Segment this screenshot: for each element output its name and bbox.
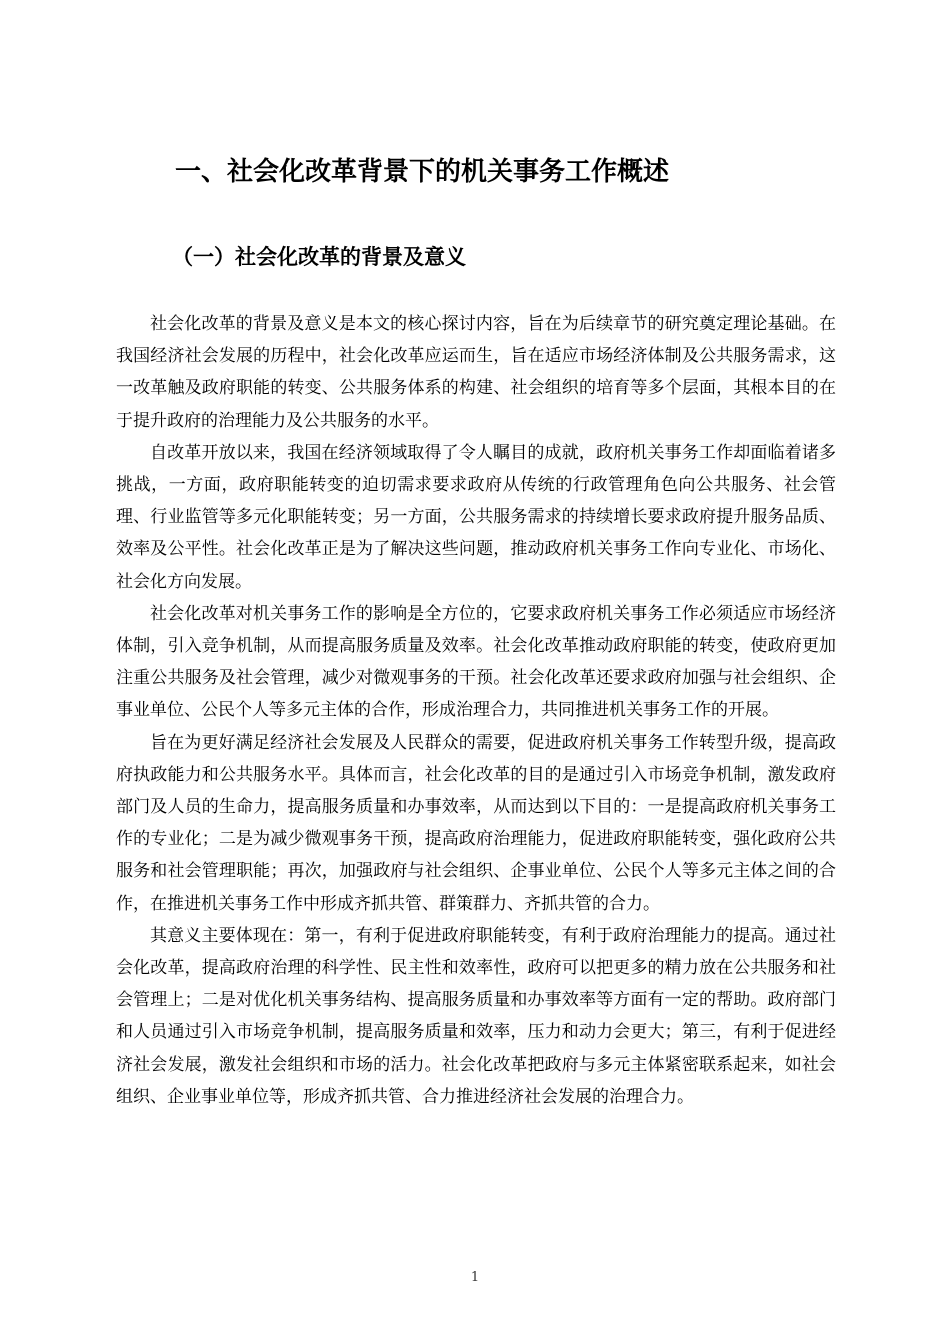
paragraph: 旨在为更好满足经济社会发展及人民群众的需要，促进政府机关事务工作转型升级，提高政府执政能力和公共服务水平。具体而言，社会化改革的目的是通过引入市场竞争机制，激发政府部门及人员的生命力，提高服务质量和办事效率，从而达到以下目的：一是提高政府机关事务工作的专业化；二是为减少微观事务干预，提高政府治理能力，促进政府职能转变，强化政府公共服务和社会管理职能；再次，加强政府与社会组织、企事业单位、公民个人等多元主体之间的合作，在推进机关事务工作中形成齐抓共管、群策群力、齐抓共管的合力。: [116, 732, 836, 914]
paragraph: 社会化改革对机关事务工作的影响是全方位的，它要求政府机关事务工作必须适应市场经济体制，引入竞争机制，从而提高服务质量及效率。社会化改革推动政府职能的转变，使政府更加注重公共服务及社会管理，减少对微观事务的干预。社会化改革还要求政府加强与社会组织、企事业单位、公民个人等多元主体的合作，形成治理合力，共同推进机关事务工作的开展。: [116, 603, 836, 721]
paragraph: 社会化改革的背景及意义是本文的核心探讨内容，旨在为后续章节的研究奠定理论基础。在我国经济社会发展的历程中，社会化改革应运而生，旨在适应市场经济体制及公共服务需求，这一改革触及政府职能的转变、公共服务体系的构建、社会组织的培育等多个层面，其根本目的在于提升政府的治理能力及公共服务的水平。: [116, 314, 836, 431]
paragraph: 自改革开放以来，我国在经济领域取得了令人瞩目的成就，政府机关事务工作却面临着诸多挑战，一方面，政府职能转变的迫切需求要求政府从传统的行政管理角色向公共服务、社会管理、行业监管等多元化职能转变；另一方面，公共服务需求的持续增长要求政府提升服务品质、效率及公平性。社会化改革正是为了解决这些问题，推动政府机关事务工作向专业化、市场化、社会化方向发展。: [116, 442, 836, 592]
chapter-title: 一、社会化改革背景下的机关事务工作概述: [175, 157, 670, 187]
section-title: （一）社会化改革的背景及意义: [172, 245, 466, 269]
body-text: [116, 308, 836, 1113]
paragraph: 其意义主要体现在：第一，有利于促进政府职能转变，有利于政府治理能力的提高。通过社会化改革，提高政府治理的科学性、民主性和效率性，政府可以把更多的精力放在公共服务和社会管理上；二是对优化机关事务结构、提高服务质量和办事效率等方面有一定的帮助。政府部门和人员通过引入市场竞争机制，提高服务质量和效率，压力和动力会更大；第三，有利于促进经济社会发展，激发社会组织和市场的活力。社会化改革把政府与多元主体紧密联系起来，如社会组织、企业事业单位等，形成齐抓共管、合力推进经济社会发展的治理合力。: [116, 925, 836, 1107]
page-number: 1: [470, 1270, 480, 1285]
